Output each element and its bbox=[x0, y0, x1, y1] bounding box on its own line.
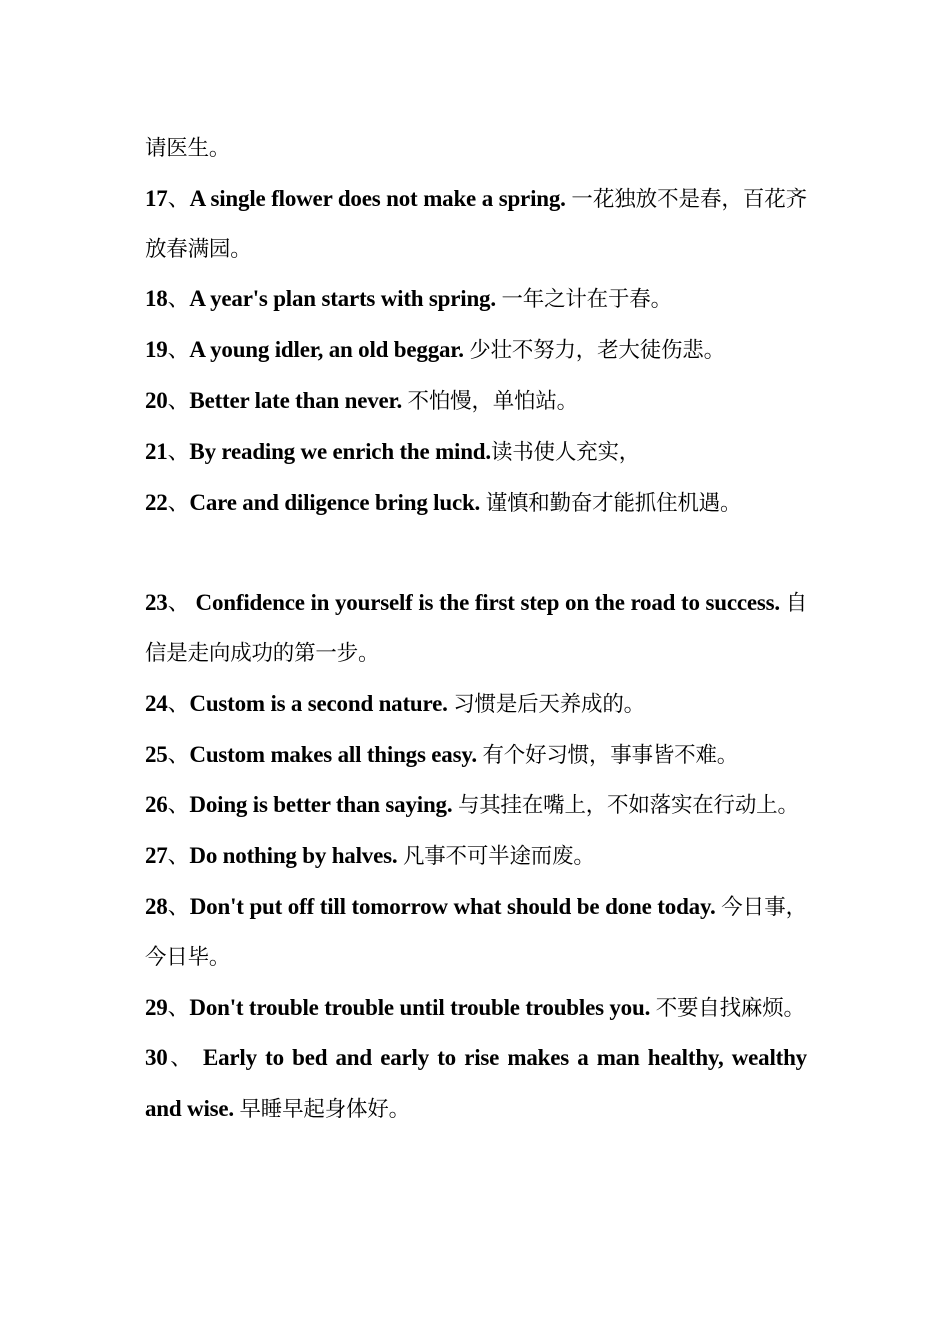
item-number: 21 bbox=[145, 438, 168, 464]
english-proverb: Better late than never. bbox=[189, 387, 408, 413]
item-separator: 、 bbox=[167, 793, 190, 819]
proverb-item-24 bbox=[145, 679, 807, 730]
english-proverb: Confidence in yourself is the first step on the road to success. bbox=[189, 590, 786, 616]
chinese-translation: 与其挂在嘴上，不如落实在行动上。 bbox=[457, 793, 799, 819]
english-proverb: Do nothing by halves. bbox=[189, 843, 403, 869]
item-number: 23 bbox=[145, 590, 168, 616]
english-proverb: Don't trouble trouble until trouble troubles you. bbox=[189, 994, 656, 1020]
english-proverb: A year's plan starts with spring. bbox=[189, 286, 502, 312]
proverb-item-29 bbox=[145, 983, 807, 1034]
english-proverb: A young idler, an old beggar. bbox=[189, 337, 470, 363]
chinese-translation: 有个好习惯，事事皆不难。 bbox=[482, 742, 739, 768]
chinese-translation: 请医生。 bbox=[145, 136, 231, 161]
proverb-item-17 bbox=[145, 174, 807, 275]
english-proverb: Doing is better than saying. bbox=[189, 792, 458, 818]
proverb-item-18 bbox=[145, 274, 807, 325]
item-separator: 、 bbox=[167, 338, 190, 364]
item-separator: 、 bbox=[167, 742, 190, 768]
item-number: 17 bbox=[145, 185, 168, 211]
item-number: 28 bbox=[145, 893, 168, 919]
proverb-item-21 bbox=[145, 427, 807, 478]
english-proverb: A single flower does not make a spring. bbox=[189, 185, 572, 211]
chinese-translation: 今日事，今日毕。 bbox=[145, 894, 807, 970]
proverb-list bbox=[145, 124, 807, 1135]
item-separator: 、 bbox=[167, 591, 190, 617]
item-number: 25 bbox=[145, 741, 168, 767]
chinese-translation: 少壮不努力，老大徒伤悲。 bbox=[469, 338, 725, 364]
proverb-item-26 bbox=[145, 780, 807, 831]
proverb-item-30 bbox=[145, 1033, 807, 1135]
blank-line bbox=[145, 528, 807, 578]
chinese-translation: 自信是走向成功的第一步。 bbox=[145, 591, 807, 666]
chinese-translation: 凡事不可半途而废。 bbox=[402, 844, 595, 870]
english-proverb: Custom is a second nature. bbox=[189, 690, 454, 716]
item-number: 22 bbox=[145, 489, 168, 515]
item-separator: 、 bbox=[167, 995, 190, 1021]
proverb-item-28 bbox=[145, 882, 807, 983]
item-separator: 、 bbox=[167, 844, 190, 870]
chinese-translation: 不要自找麻烦。 bbox=[655, 995, 805, 1021]
proverb-item-25 bbox=[145, 730, 807, 781]
chinese-translation: 读书使人充实， bbox=[490, 439, 641, 465]
item-separator: 、 bbox=[167, 186, 190, 212]
proverb-item-19 bbox=[145, 325, 807, 376]
proverb-item-23 bbox=[145, 578, 807, 679]
chinese-translation: 谨慎和勤奋才能抓住机遇。 bbox=[485, 490, 742, 516]
item-separator: 、 bbox=[167, 1046, 195, 1072]
chinese-translation: 早睡早起身体好。 bbox=[239, 1097, 410, 1123]
item-separator: 、 bbox=[167, 490, 190, 516]
english-proverb: Don't put off till tomorrow what should be done today. bbox=[189, 893, 722, 919]
item-separator: 、 bbox=[167, 894, 190, 920]
english-proverb: Early to bed and early to rise makes a man healthy, wealthy and wise. bbox=[145, 1045, 807, 1122]
continued-line bbox=[145, 124, 807, 174]
item-separator: 、 bbox=[167, 439, 190, 465]
english-proverb: By reading we enrich the mind. bbox=[189, 438, 491, 464]
english-proverb: Custom makes all things easy. bbox=[189, 741, 483, 767]
chinese-translation: 一花独放不是春，百花齐放春满园。 bbox=[145, 186, 807, 262]
item-number: 18 bbox=[145, 286, 168, 312]
item-number: 29 bbox=[145, 994, 168, 1020]
item-number: 27 bbox=[145, 843, 168, 869]
proverb-item-27 bbox=[145, 831, 807, 882]
proverb-item-22 bbox=[145, 478, 807, 529]
item-number: 26 bbox=[145, 792, 168, 818]
item-number: 20 bbox=[145, 387, 168, 413]
item-separator: 、 bbox=[167, 388, 190, 414]
item-number: 30 bbox=[145, 1045, 168, 1071]
chinese-translation: 不怕慢，单怕站。 bbox=[407, 388, 578, 414]
proverb-item-20 bbox=[145, 376, 807, 427]
chinese-translation: 一年之计在于春。 bbox=[501, 287, 672, 313]
item-separator: 、 bbox=[167, 691, 190, 717]
item-number: 19 bbox=[145, 337, 168, 363]
item-separator: 、 bbox=[167, 287, 190, 313]
english-proverb: Care and diligence bring luck. bbox=[189, 489, 486, 515]
item-number: 24 bbox=[145, 690, 168, 716]
chinese-translation: 习惯是后天养成的。 bbox=[453, 691, 645, 717]
